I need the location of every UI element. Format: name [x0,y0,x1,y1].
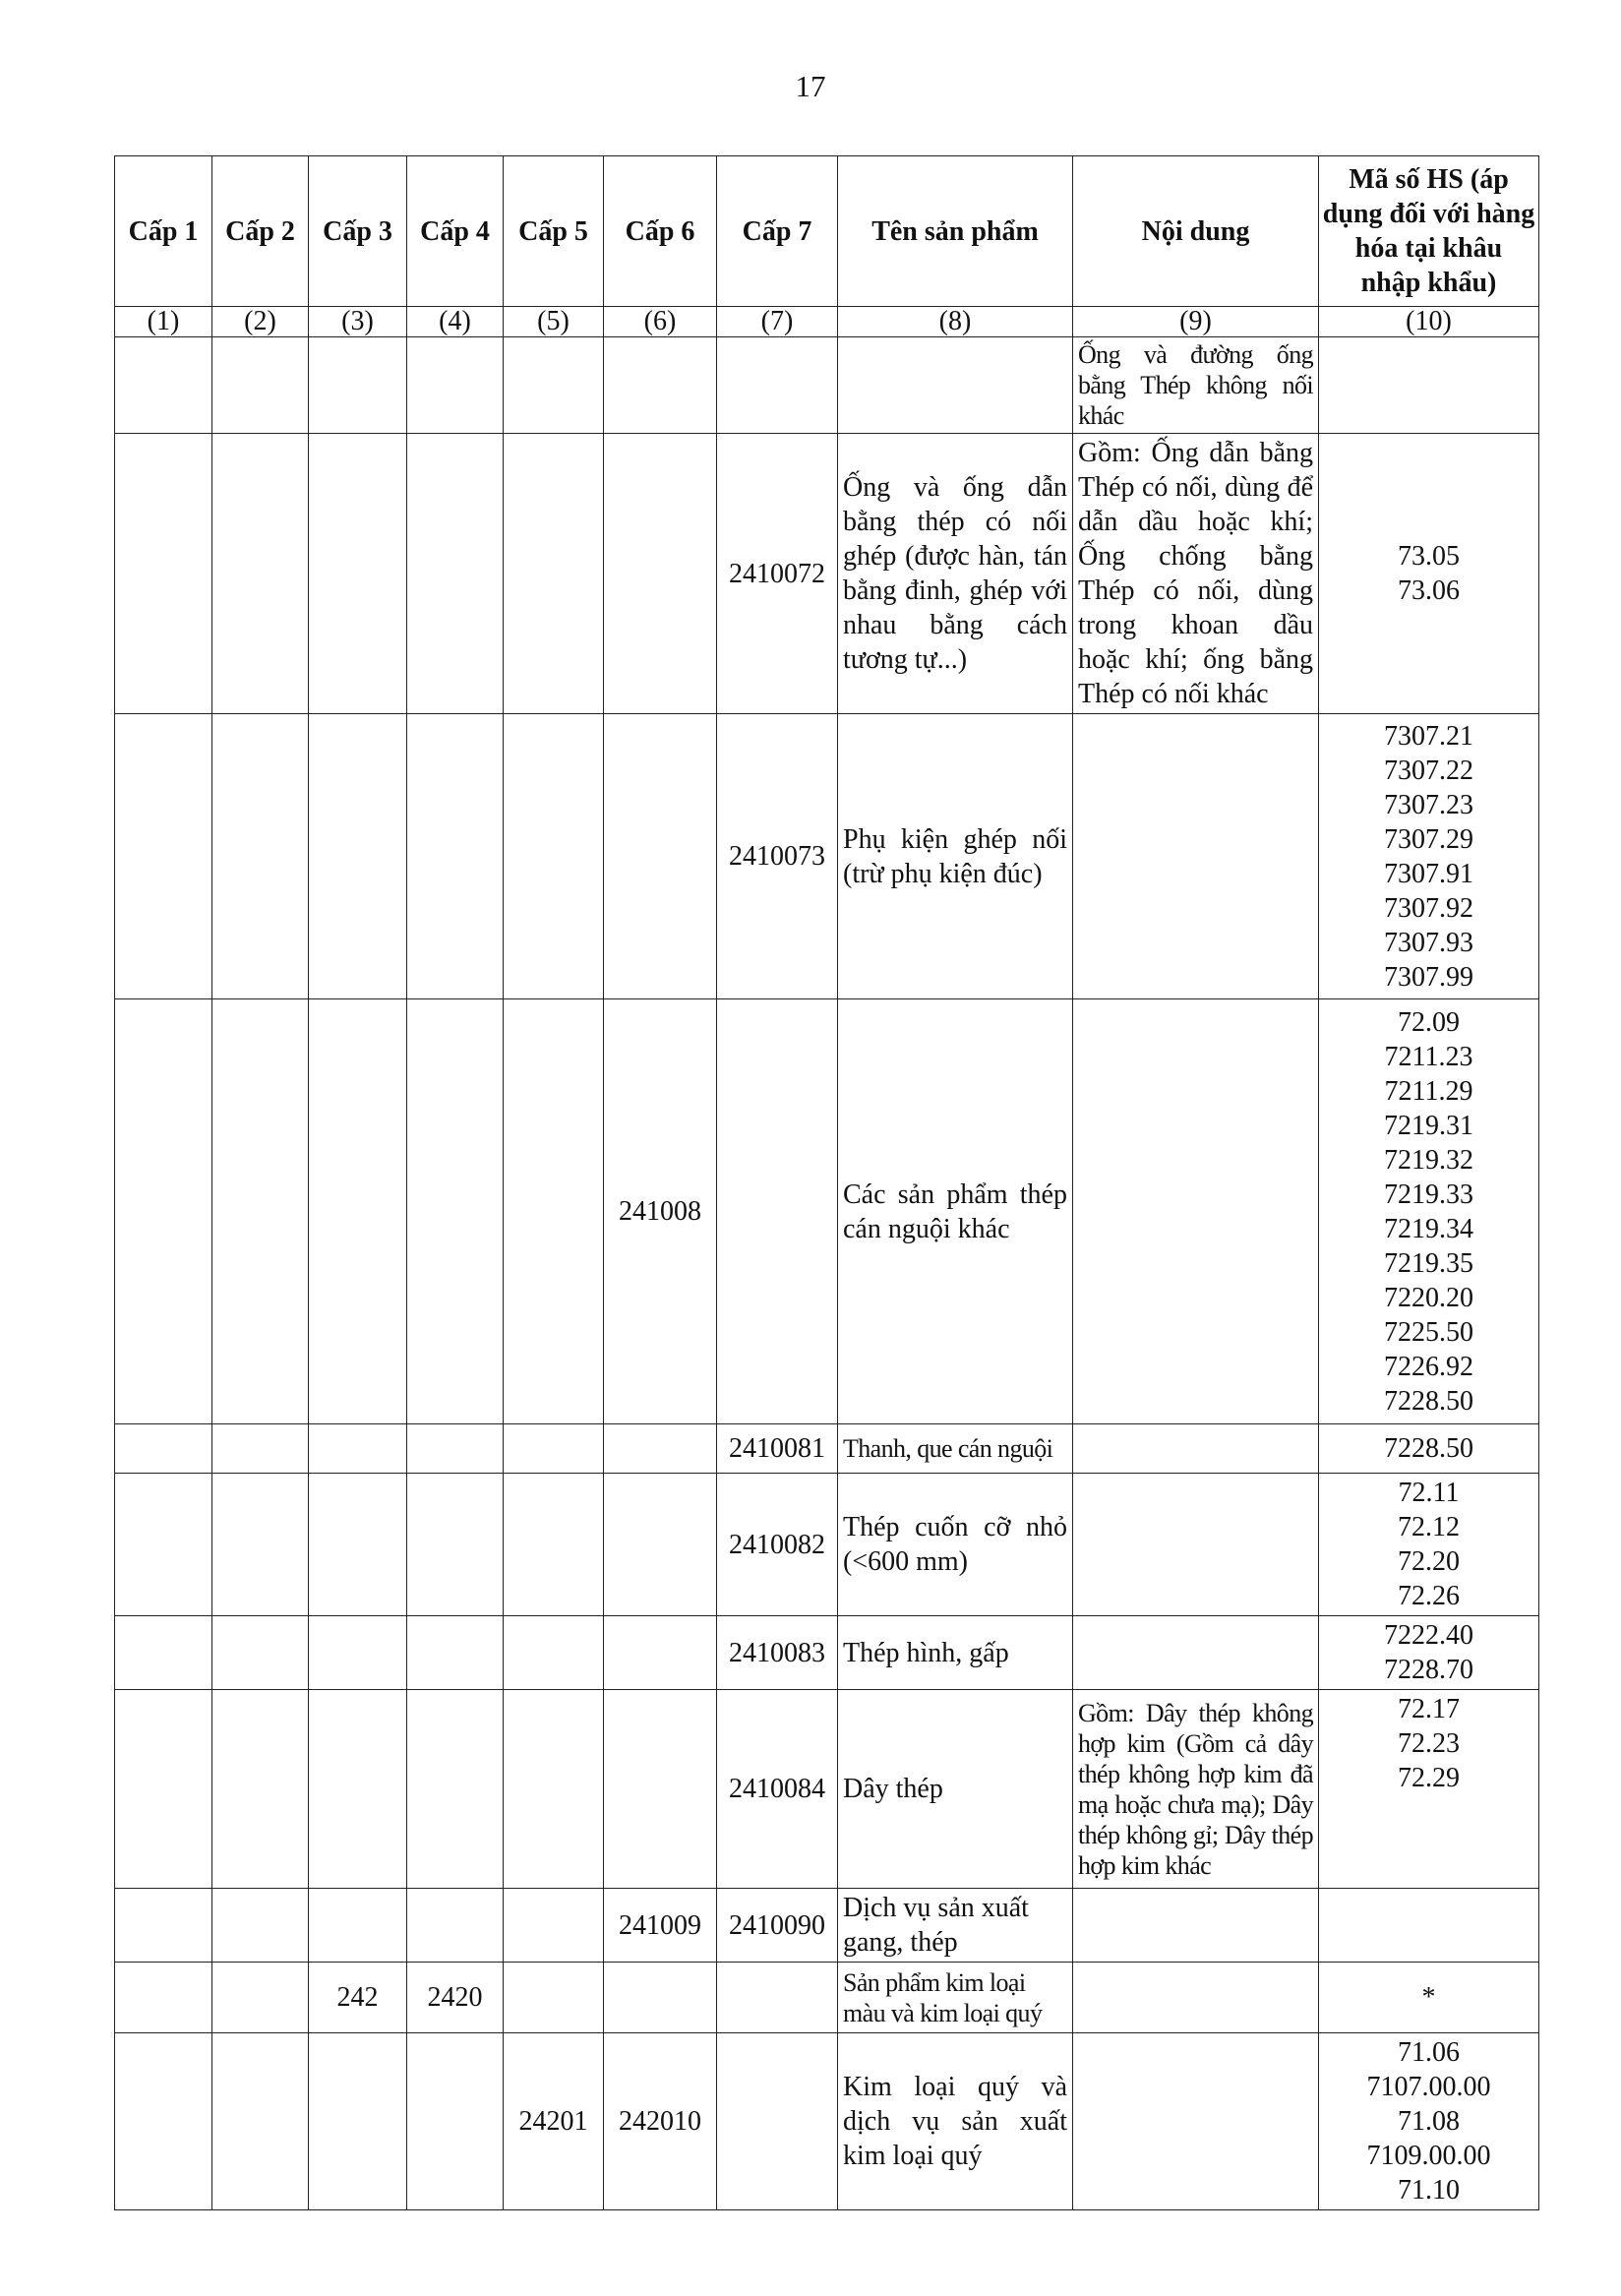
hs-code: 71.06 [1398,2037,1460,2068]
hs-code: 72.23 [1398,1728,1460,1759]
cap4-cell [407,2033,504,2210]
cap3-cell [309,1690,407,1889]
cap2-cell [212,714,309,999]
cap6-cell: 241008 [604,999,717,1424]
table-row [115,2033,1539,2210]
table-row [115,714,1539,999]
hs-code: 7219.34 [1384,1213,1473,1244]
hs-code-cell [1319,1474,1539,1616]
cap7-cell: 2410081 [717,1424,838,1474]
hs-code: 7307.23 [1384,789,1473,820]
content-cell [1073,999,1319,1424]
hs-code: * [1421,1982,1436,2013]
cap6-cell [604,1424,717,1474]
header-cap7: Cấp 7 [717,156,838,307]
content-cell: Gồm: Ống dẫn bằng Thép có nối, dùng để dẫn dầu hoặc khí; Ống chống bằng Thép có nối, dùng trong khoan dầu hoặc khí; ống bằng Thép có nối khác [1073,434,1319,714]
hs-code: 7307.93 [1384,927,1473,958]
column-number: (3) [309,307,407,337]
cap6-cell [604,714,717,999]
header-cap6: Cấp 6 [604,156,717,307]
page-number: 17 [795,69,826,103]
table-row [115,999,1539,1424]
hs-code-cell [1319,434,1539,714]
column-number: (10) [1319,307,1539,337]
hs-code: 7307.22 [1384,755,1473,786]
cap6-cell [604,337,717,434]
cap5-cell [504,714,604,999]
cap5-cell: 24201 [504,2033,604,2210]
cap4-cell [407,1690,504,1889]
product-name-cell: Thép hình, gấp [838,1616,1073,1690]
column-number: (9) [1073,307,1319,337]
header-content: Nội dung [1073,156,1319,307]
cap4-cell [407,1424,504,1474]
hs-code: 7307.21 [1384,720,1473,752]
product-name-cell: Dịch vụ sản xuất gang, thép [838,1889,1073,1963]
hs-code: 7228.50 [1384,1433,1473,1464]
hs-code: 71.08 [1398,2106,1460,2137]
column-number: (1) [115,307,212,337]
cap3-cell [309,1889,407,1963]
hs-code-cell [1319,2033,1539,2210]
hs-code: 7219.35 [1384,1247,1473,1279]
table-row [115,337,1539,434]
cap1-cell [115,1889,212,1963]
cap5-cell [504,337,604,434]
hs-code: 7228.70 [1384,1655,1473,1685]
cap5-cell [504,1963,604,2033]
cap2-cell [212,337,309,434]
hs-code: 72.17 [1398,1694,1460,1724]
hs-code: 7226.92 [1384,1351,1473,1382]
hs-code: 72.26 [1398,1581,1460,1611]
product-name-cell: Các sản phẩm thép cán nguội khác [838,999,1073,1424]
table-row [115,434,1539,714]
cap7-cell [717,999,838,1424]
hs-code-cell [1319,1424,1539,1474]
product-name-cell: Sản phẩm kim loại màu và kim loại quý [838,1963,1073,2033]
cap2-cell [212,999,309,1424]
hs-code: 7225.50 [1384,1316,1473,1348]
content-cell [1073,1616,1319,1690]
cap7-cell: 2410090 [717,1889,838,1963]
hs-code: 72.12 [1398,1512,1460,1542]
column-number: (2) [212,307,309,337]
hs-code: 7109.00.00 [1366,2141,1491,2171]
header-cap2: Cấp 2 [212,156,309,307]
cap5-cell [504,1616,604,1690]
cap7-cell [717,1963,838,2033]
hs-code: 7220.20 [1384,1282,1473,1313]
header-cap3: Cấp 3 [309,156,407,307]
cap2-cell [212,434,309,714]
hs-code: 72.11 [1398,1478,1460,1508]
hs-code: 7228.50 [1384,1385,1473,1417]
hs-code: 73.05 [1398,541,1460,572]
header-hs-code: Mã số HS (áp dụng đối với hàng hóa tại khâu nhập khẩu) [1319,156,1539,307]
product-name-cell: Thép cuốn cỡ nhỏ (<600 mm) [838,1474,1073,1616]
table-row [115,1424,1539,1474]
cap7-cell: 2410073 [717,714,838,999]
table-row [115,1963,1539,2033]
cap1-cell [115,1690,212,1889]
cap6-cell [604,1690,717,1889]
cap5-cell [504,999,604,1424]
hs-code: 7307.92 [1384,892,1473,924]
column-number: (5) [504,307,604,337]
hs-code-cell [1319,714,1539,999]
cap3-cell [309,714,407,999]
column-number: (7) [717,307,838,337]
hs-code: 7107.00.00 [1366,2072,1491,2102]
cap3-cell [309,1424,407,1474]
cap4-cell [407,337,504,434]
cap5-cell [504,1889,604,1963]
hs-code: 72.09 [1398,1006,1460,1038]
product-name-cell: Ống và ống dẫn bằng thép có nối ghép (được hàn, tán bằng đinh, ghép với nhau bằng cách tương tự...) [838,434,1073,714]
content-cell [1073,1474,1319,1616]
hs-code: 7219.31 [1384,1110,1473,1141]
content-cell [1073,1963,1319,2033]
header-cap4: Cấp 4 [407,156,504,307]
cap6-cell [604,1963,717,2033]
cap1-cell [115,1616,212,1690]
cap5-cell [504,1474,604,1616]
product-name-cell: Dây thép [838,1690,1073,1889]
cap2-cell [212,1889,309,1963]
cap3-cell [309,2033,407,2210]
content-cell [1073,714,1319,999]
cap7-cell: 2410083 [717,1616,838,1690]
cap1-cell [115,1963,212,2033]
table-row [115,1474,1539,1616]
hs-code: 7219.32 [1384,1144,1473,1176]
hs-code-cell [1319,999,1539,1424]
cap2-cell [212,1616,309,1690]
cap6-cell [604,434,717,714]
column-number-row [115,307,1539,337]
cap6-cell [604,1616,717,1690]
header-product-name: Tên sản phẩm [838,156,1073,307]
content-cell [1073,1424,1319,1474]
cap4-cell [407,1889,504,1963]
cap7-cell: 2410082 [717,1474,838,1616]
cap2-cell [212,1690,309,1889]
hs-code: 7307.99 [1384,961,1473,993]
hs-code-cell [1319,337,1539,434]
header-cap5: Cấp 5 [504,156,604,307]
cap4-cell [407,999,504,1424]
cap7-cell [717,337,838,434]
product-name-cell: Thanh, que cán nguội [838,1424,1073,1474]
cap1-cell [115,2033,212,2210]
cap4-cell [407,714,504,999]
cap2-cell [212,1474,309,1616]
hs-code: 7211.29 [1384,1075,1473,1107]
cap2-cell [212,1963,309,2033]
cap5-cell [504,1690,604,1889]
cap4-cell [407,1474,504,1616]
cap5-cell [504,434,604,714]
product-name-cell: Kim loại quý và dịch vụ sản xuất kim loại quý [838,2033,1073,2210]
hs-code-cell [1319,1616,1539,1690]
cap5-cell [504,1424,604,1474]
hs-code-cell [1319,1889,1539,1963]
content-cell [1073,2033,1319,2210]
table-row [115,1889,1539,1963]
table-row [115,1690,1539,1889]
hs-code-table [114,155,1539,2210]
hs-code: 7222.40 [1384,1620,1473,1651]
cap7-cell [717,2033,838,2210]
header-row [115,156,1539,307]
cap1-cell [115,337,212,434]
table-row [115,1616,1539,1690]
header-cap1: Cấp 1 [115,156,212,307]
content-cell: Gồm: Dây thép không hợp kim (Gồm cả dây thép không hợp kim đã mạ hoặc chưa mạ); Dây thép không gỉ; Dây thép hợp kim khác [1073,1690,1319,1889]
cap7-cell: 2410084 [717,1690,838,1889]
cap7-cell: 2410072 [717,434,838,714]
column-number: (4) [407,307,504,337]
cap6-cell [604,1474,717,1616]
cap3-cell [309,337,407,434]
column-number: (8) [838,307,1073,337]
content-cell: Ống và đường ống bằng Thép không nối khác [1073,337,1319,434]
hs-code: 73.06 [1398,575,1460,606]
cap3-cell [309,434,407,714]
cap4-cell [407,434,504,714]
product-name-cell [838,337,1073,434]
hs-code: 7219.33 [1384,1178,1473,1210]
cap4-cell: 2420 [407,1963,504,2033]
cap3-cell [309,1616,407,1690]
cap1-cell [115,714,212,999]
cap3-cell [309,999,407,1424]
product-name-cell: Phụ kiện ghép nối (trừ phụ kiện đúc) [838,714,1073,999]
hs-code: 71.10 [1398,2175,1460,2205]
hs-code-cell [1319,1963,1539,2033]
cap1-cell [115,1424,212,1474]
cap2-cell [212,2033,309,2210]
hs-code: 7307.91 [1384,858,1473,889]
cap3-cell [309,1474,407,1616]
hs-code: 7307.29 [1384,823,1473,855]
hs-code-cell [1319,1690,1539,1889]
cap2-cell [212,1424,309,1474]
cap6-cell: 242010 [604,2033,717,2210]
hs-code: 7211.23 [1384,1041,1473,1072]
cap1-cell [115,999,212,1424]
hs-code: 72.29 [1398,1763,1460,1793]
cap3-cell: 242 [309,1963,407,2033]
cap1-cell [115,434,212,714]
cap6-cell: 241009 [604,1889,717,1963]
cap4-cell [407,1616,504,1690]
cap1-cell [115,1474,212,1616]
column-number: (6) [604,307,717,337]
content-cell [1073,1889,1319,1963]
hs-code: 72.20 [1398,1546,1460,1577]
